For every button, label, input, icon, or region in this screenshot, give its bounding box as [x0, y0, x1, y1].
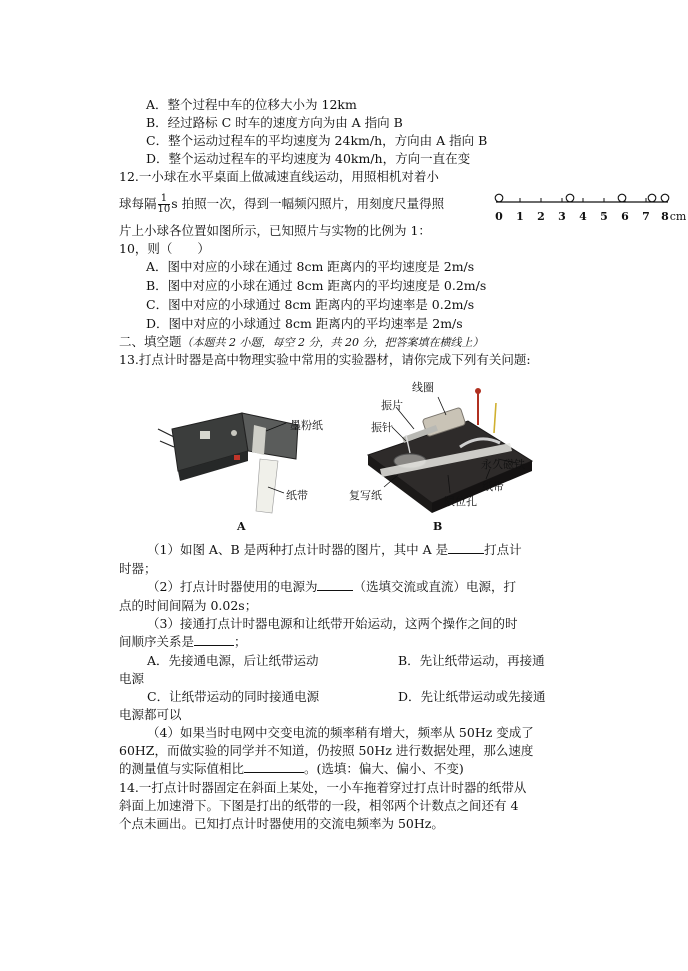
- timer-knob: [231, 430, 237, 436]
- answer-blank-4[interactable]: [244, 760, 304, 773]
- fraction: [158, 194, 171, 215]
- ruler-unit: cm: [669, 210, 686, 223]
- ruler-label-3: 3: [558, 210, 566, 223]
- q13-part4-text: 的测量值与实际值相比: [119, 761, 245, 776]
- q12-stem-line4: 10，则（ ）: [119, 241, 210, 256]
- ruler-label-6: 6: [621, 210, 629, 223]
- q13-part3-text-b: ；: [234, 634, 247, 649]
- ruler-label-0: 0: [495, 210, 503, 223]
- fig-b-label-coil: 线圈: [412, 381, 434, 394]
- q13-part4-line3: [119, 760, 464, 778]
- red-terminal: [234, 455, 240, 460]
- q13-part4-line1: （4）如果当时电网中交变电流的频率稍有增大，频率从 50Hz 变成了: [147, 725, 534, 740]
- q11-option-d: D．整个运动过程车的平均速度为 40km/h，方向一直在变: [146, 151, 471, 166]
- fraction-denominator: 10: [157, 204, 171, 215]
- timer-label: [200, 431, 210, 439]
- fraction-numerator: 1: [158, 194, 171, 205]
- fig-a-caption: A: [237, 520, 246, 533]
- fig-b-label-needle: 振针: [371, 421, 393, 434]
- q11-option-b: B．经过路标 C 时车的速度方向为由 A 指向 B: [146, 115, 403, 130]
- ruler-label-8: 8: [661, 210, 669, 223]
- q13-part3-text: 间顺序关系是: [119, 634, 195, 649]
- q13-option-d-cont: 电源都可以: [119, 707, 182, 722]
- q12-option-c: C．图中对应的小球通过 8cm 距离内的平均速率是 0.2m/s: [146, 297, 475, 312]
- leader-coil: [438, 397, 446, 415]
- q13-option-b: B．先让纸带运动，再接通: [398, 653, 545, 668]
- answer-blank-2[interactable]: [317, 578, 353, 591]
- figure-a-ink-timer: [150, 395, 330, 535]
- q14-stem-line3: 个点未画出。已知打点计时器使用的交流电频率为 50Hz。: [119, 816, 444, 831]
- ruler-label-1: 1: [516, 210, 524, 223]
- q13-part2-line1: [147, 578, 516, 596]
- power-wire-left: [158, 429, 174, 437]
- answer-blank-3[interactable]: [194, 633, 234, 646]
- q12-option-b: B．图中对应的小球在通过 8cm 距离内的平均速度是 0.2m/s: [146, 278, 487, 293]
- q13-part4-line2: 60HZ，而做实验的同学并不知道，仍按照 50Hz 进行数据处理，那么速度: [119, 743, 534, 758]
- ruler-label-2: 2: [537, 210, 545, 223]
- q12-stem-line3: 片上小球各位置如图所示，已知照片与实物的比例为 1：: [119, 223, 431, 238]
- ruler-ticks: [499, 198, 665, 202]
- q13-part1-text: （1）如图 A、B 是两种打点计时器的图片，其中 A 是: [147, 542, 449, 557]
- q12-stem-line2-pre: 球每隔: [119, 196, 157, 211]
- q13-part3-line2: [119, 633, 247, 651]
- answer-blank-1[interactable]: [448, 541, 484, 554]
- section-note: （本题共 2 小题，每空 2 分，共 20 分，把答案填在横线上）: [181, 336, 484, 349]
- ink-paper-disc: [252, 425, 266, 455]
- power-wire-left-2: [160, 441, 174, 447]
- ruler-figure: [490, 188, 686, 230]
- q13-option-a: A．先接通电源，后让纸带运动: [147, 653, 319, 668]
- leader-needle: [392, 427, 406, 441]
- q14-stem-line1: 14.一打点计时器固定在斜面上某处，一小车拖着穿过打点计时器的纸带从: [119, 780, 527, 795]
- fig-b-label-carbon: 复写纸: [349, 489, 382, 502]
- q13-part1-line1: [147, 541, 522, 559]
- fig-b-caption: B: [433, 520, 443, 533]
- ruler-label-5: 5: [600, 210, 608, 223]
- paper-tape: [256, 459, 278, 513]
- q13-part3-line1: （3）接通打点计时器电源和让纸带开始运动，这两个操作之间的时: [147, 616, 518, 631]
- q13-option-c: C．让纸带运动的同时接通电源: [147, 689, 320, 704]
- q13-part2-line2: 点的时间间隔为 0.02s；: [119, 598, 258, 613]
- fig-b-label-magnet: 永久磁铁: [481, 458, 525, 471]
- fig-a-label-tape: 纸带: [286, 489, 308, 502]
- ball-position-4: [661, 194, 669, 202]
- ball-position-3: [648, 194, 656, 202]
- q13-stem: 13.打点计时器是高中物理实验中常用的实验器材，请你完成下列有关问题:: [119, 352, 531, 367]
- q12-option-d: D．图中对应的小球通过 8cm 距离内的平均速率是 2m/s: [146, 316, 463, 331]
- fig-b-label-reed: 振片: [381, 399, 403, 412]
- q14-stem-line2: 斜面上加速滑下。下图是打出的纸带的一段，相邻两个计数点之间还有 4: [119, 798, 519, 813]
- ruler-label-7: 7: [642, 210, 650, 223]
- q12-stem-line1: 12.一小球在水平桌面上做减速直线运动，用照相机对着小: [119, 169, 439, 184]
- ball-position-2: [618, 194, 626, 202]
- q11-option-c: C．整个运动过程车的平均速度为 24km/h，方向由 A 指向 B: [146, 133, 488, 148]
- q13-part1-line2: 时器；: [119, 561, 157, 576]
- fig-a-label-ink-paper: 墨粉纸: [290, 419, 323, 432]
- ruler-label-4: 4: [579, 210, 587, 223]
- q13-part4-text-b: 。(选填：偏大、偏小、不变): [304, 761, 464, 776]
- fig-b-label-hole: 限位孔: [444, 495, 477, 508]
- q11-option-a: A．整个过程中车的位移大小为 12km: [146, 97, 357, 112]
- q13-part2-text: （2）打点计时器使用的电源为: [147, 579, 318, 594]
- q12-option-a: A．图中对应的小球在通过 8cm 距离内的平均速度是 2m/s: [146, 259, 475, 274]
- section-heading: [119, 333, 484, 352]
- q13-part2-text-b: （选填交流或直流）电源，打: [353, 579, 516, 594]
- ball-positions: [495, 194, 669, 202]
- q13-part1-text-b: 打点计: [484, 542, 522, 557]
- red-terminal-b: [475, 388, 481, 394]
- q12-stem-line2-post: s 拍照一次，得到一幅频闪照片，用刻度尺量得照: [171, 196, 445, 211]
- q13-option-d: D．先让纸带运动或先接通: [398, 689, 546, 704]
- ball-position-1: [566, 194, 574, 202]
- section-title: 二、填空题: [119, 334, 182, 349]
- ball-position-0: [495, 194, 503, 202]
- fig-b-label-tape: 纸带: [482, 480, 504, 493]
- yellow-wire: [494, 403, 496, 433]
- q13-option-b-cont: 电源: [119, 671, 145, 686]
- q12-stem-line2: [119, 192, 444, 216]
